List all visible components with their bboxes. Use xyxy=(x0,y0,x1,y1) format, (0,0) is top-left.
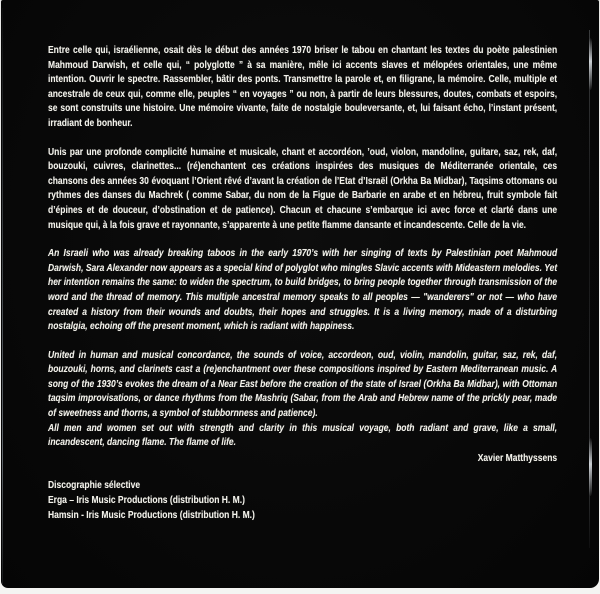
discography-section xyxy=(48,479,557,523)
page-edge-glare-top xyxy=(589,38,592,90)
discography-heading: Discographie sélective xyxy=(48,480,141,492)
english-paragraph-1: An Israeli who was already breaking taboos in the early 1970’s with her singing of texts by Palestinian poet Mahmoud Darwish, Sara Alexander now appears as a special kind of polyglot who mingles Slavic accents with Mideastern melodies. Yet her intention remains the same: to widen the spectrum, to build bridges, to bring people together through transmission of the word and the thread of memory. This multiple ancestral memory speaks to all peoples — "wanderers" or not — who have created a history from their wounds and doubts, their hopes and struggles. It is a living memory, made of a disturbing nostalgia, echoing off the present moment, which is radiant with happiness. xyxy=(48,248,558,333)
page-edge-glare-bottom xyxy=(589,438,592,496)
discography-item-hamsin: Hamsin - Iris Music Productions (distribution H. M.) xyxy=(48,509,255,521)
liner-notes-text-block xyxy=(48,44,557,523)
english-paragraph-3: All men and women set out with strength and clarity in this musical voyage, both radiant and grave, like a small, incandescent, dancing flame. The flame of life. xyxy=(48,422,558,449)
page-edge-highlight-left xyxy=(2,8,3,584)
french-paragraph-2: Unis par une profonde complicité humaine et musicale, chant et accordéon, ’oud, violon, mandoline, guitare, saz, rek, daf, bouzouki, cuivres, clarinettes... (ré)enchantent ces créations inspirées des musiques de Méditerranée orientale, ces chansons des années 30 évoquant l’Orient rêvé d’avant la création de l’Etat d’Israël (Orkha Ba Midbar), Taqsims ottomans ou rythmes des danses du Machrek ( comme Sabar, du nom de la Figue de Barbarie en arabe et en hébreu, fruit symbole fait d’épines et de douceur, d’obstination et de patience). Chacun et chacune s’embarque ici avec force et clarté dans une musique qui, à la fois grave et rayonnante, s’apparente à une petite flamme dansante et incandescente. Celle de la vie. xyxy=(48,146,558,231)
author-signature: Xavier Matthyssens xyxy=(477,452,558,464)
discography-item-erga: Erga – Iris Music Productions (distribution H. M.) xyxy=(48,495,245,507)
french-paragraph-1: Entre celle qui, israélienne, osait dès le début des années 1970 briser le tabou en chantant les textes du poète palestinien Mahmoud Darwish, et celle qui, “ polyglotte ” à sa manière, mêle ici accents slaves et mélopées orientales, une même intention. Ouvrir le spectre. Rassembler, bâtir des ponts. Transmettre la parole et, en filigrane, la mémoire. Celle, multiple et ancestrale de ceux qui, comme elle, peuples “ en voyages ” ou non, à partir de leurs blessures, doutes, combats et espoirs, se sont construits une histoire. Une mémoire vivante, faite de nostalgie bouleversante, et, lui faisant écho, l’instant présent, irradiant de bonheur. xyxy=(48,45,558,129)
english-paragraph-2: United in human and musical concordance, the sounds of voice, accordeon, oud, violin, mandolin, guitar, saz, rek, daf, bouzouki, horns, and clarinets cast a (re)enchantment over these compositions inspired by Eastern Mediterranean music. A song of the 1930’s evokes the dream of a Near East before the creation of the state of Israel (Orkha Ba Midbar), with Ottoman taqsim improvisations, or dance rhythms from the Mashriq (Sabar, from the Arab and Hebrew name of the prickly pear, made of sweetness and thorns, a symbol of stubbornness and patience). xyxy=(48,349,558,420)
booklet-page xyxy=(1,0,599,588)
